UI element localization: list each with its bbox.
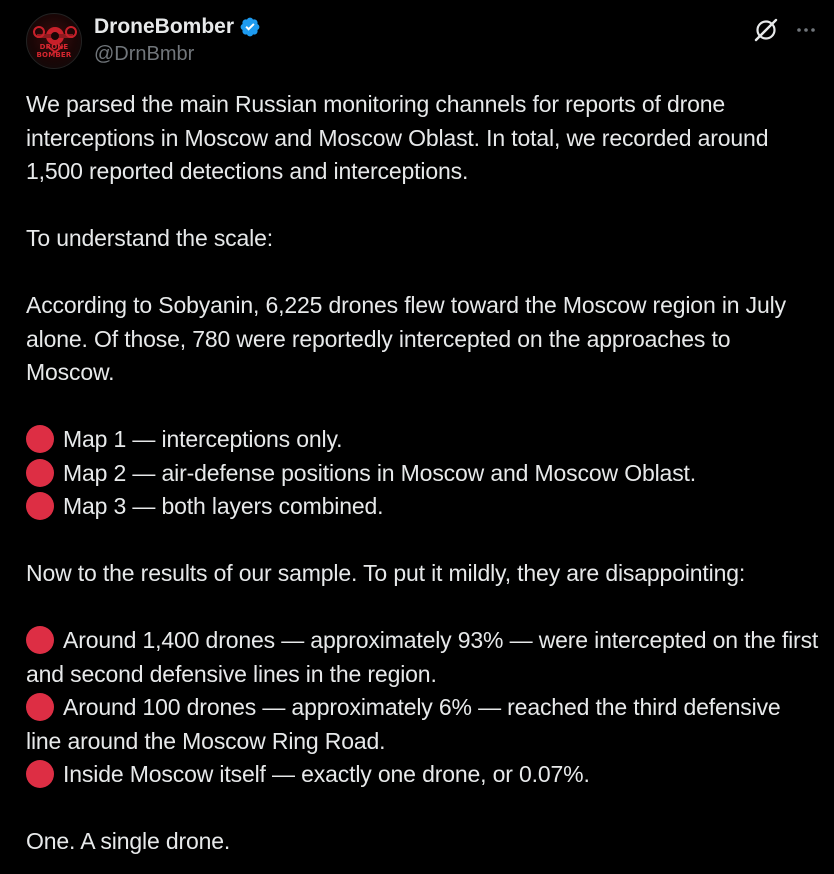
author-handle[interactable]: @DrnBmbr <box>94 43 195 65</box>
map-list-item <box>26 423 821 457</box>
result-item-text: Around 1,400 drones — approximately 93% — were intercepted on the first and second defensive lines in the region. <box>26 627 819 687</box>
result-list-item <box>26 758 821 792</box>
map-item-text: Map 3 — both layers combined. <box>63 493 384 519</box>
grok-icon[interactable] <box>752 16 780 44</box>
post-header <box>26 13 818 71</box>
name-row <box>94 14 261 40</box>
paragraph-gap <box>26 390 821 424</box>
map-list-item <box>26 457 821 491</box>
paragraph-gap <box>26 591 821 625</box>
map-item-text: Map 2 — air-defense positions in Moscow and Moscow Oblast. <box>63 459 697 486</box>
avatar[interactable] <box>26 13 82 69</box>
post-paragraph-scale: To understand the scale: <box>26 225 274 251</box>
more-options-icon[interactable] <box>794 18 818 42</box>
paragraph-gap <box>26 524 821 558</box>
post-paragraph-results-intro: Now to the results of our sample. To put it mildly, they are disappointing: <box>26 560 746 586</box>
result-item-text: Around 100 drones — approximately 6% — reached the third defensive line around the Moscow Ring Road. <box>26 694 781 754</box>
red-circle-icon <box>26 760 54 788</box>
paragraph-gap <box>26 792 821 826</box>
verified-badge-icon[interactable] <box>239 16 261 38</box>
result-item-text: Inside Moscow itself — exactly one drone, or 0.07%. <box>63 761 590 787</box>
paragraph-gap <box>26 189 821 223</box>
result-list-item <box>26 691 821 758</box>
post-actions <box>752 13 818 44</box>
paragraph-gap <box>26 256 821 290</box>
post-paragraph-conclusion: One. A single drone. <box>26 828 231 854</box>
map-list-item <box>26 490 821 524</box>
result-list-item <box>26 624 821 691</box>
author-display-name[interactable]: DroneBomber <box>94 15 235 38</box>
author-names <box>94 14 261 67</box>
red-circle-icon <box>26 626 54 654</box>
post-paragraph-intro: We parsed the main Russian monitoring channels for reports of drone interceptions in Moscow and Moscow Oblast. In total, we recorded around 1,500 reported detections and interceptions. <box>26 91 769 184</box>
red-circle-icon <box>26 492 54 520</box>
red-circle-icon <box>26 693 54 721</box>
red-circle-icon <box>26 459 54 487</box>
map-item-text: Map 1 — interceptions only. <box>63 426 343 452</box>
post-paragraph-sobyanin: According to Sobyanin, 6,225 drones flew toward the Moscow region in July alone. Of those, 780 were reportedly intercepted on the approaches to Moscow. <box>26 292 786 385</box>
drone-logo-icon <box>27 14 82 69</box>
avatar-logo-text: DRONE BOMBER <box>36 43 72 59</box>
post-text <box>26 88 821 859</box>
red-circle-icon <box>26 425 54 453</box>
